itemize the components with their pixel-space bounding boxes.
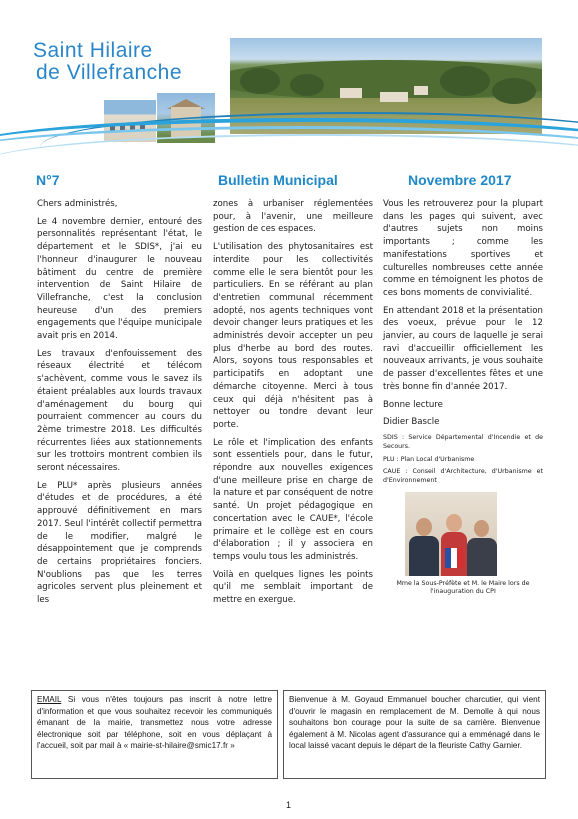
title-line-1: Saint Hilaire [33, 39, 153, 62]
email-notice-box [31, 690, 278, 779]
paragraph: Vous les retrouverez pour la plupart dans les pages qui suivent, avec d'autres sujets non moins importants ; comme les manifestations sportives et culturelles nombreuses cette année comme en témoignent les photos de ces bons moments de convivialité. [383, 199, 543, 298]
welcome-notice-box [283, 690, 546, 779]
paragraph: Le 4 novembre dernier, entouré des personnalités représentant l'état, le département et le SDIS*, j'ai eu l'honneur d'inaugurer le nouveau bâtiment du centre de première intervention de Saint Hilaire de Villefranche, c'est la conclusion heureuse d'un des premiers engagements que l'équipe municipale avait pris en 2014. [37, 216, 202, 342]
inauguration-photo [405, 492, 497, 576]
email-notice-text: Si vous n'êtes toujours pas inscrit à notre lettre d'information et que vous souhaitez recevoir les communiqués émanant de la mairie, transmettez nous votre adresse électronique soit par téléphone, soit en vous déplaçant à l'accueil, soit par mail à « mairie-st-hilaire@smic17.fr » [37, 695, 272, 751]
title-line-2: de Villefranche [36, 61, 183, 84]
column-3 [383, 198, 543, 601]
paragraph: Le rôle et l'implication des enfants sont essentiels pour, dans le futur, répondre aux nouvelles exigences d'une meilleure prise en charge de la nature et par conséquent de notre santé. Un projet pédagogique en concertation avec le CAUE*, l'école primaire et le collège est en cours d'élaboration ; il y associera en temps voulu tous les administrés. [213, 437, 373, 562]
village-title [33, 40, 182, 84]
closing: Bonne lecture [383, 399, 443, 410]
column-2 [213, 198, 373, 612]
header [0, 0, 578, 162]
issue-number: N°7 [36, 172, 60, 188]
issue-date: Novembre 2017 [408, 172, 512, 188]
glossary-sdis: SDIS : Service Départemental d'Incendie et de Secours. [383, 433, 543, 450]
photo-caption: Mme la Sous-Préfète et M. le Maire lors de l'inauguration du CPI [396, 579, 530, 595]
column-1 [37, 198, 202, 612]
page-number: 1 [286, 800, 292, 810]
paragraph: Voilà en quelques lignes les points qu'il me semblait important de mettre en exergue. [213, 569, 373, 606]
bulletin-name: Bulletin Municipal [218, 172, 338, 188]
paragraph: zones à urbaniser réglementées pour, à l'avenir, une meilleure gestion de ces espaces. [213, 199, 373, 235]
glossary-caue: CAUE : Conseil d'Architecture, d'Urbanisme et d'Environnement [383, 468, 543, 485]
welcome-notice-text: Bienvenue à M. Goyaud Emmanuel boucher charcutier, qui vient d'ouvrir le magasin en remplacement de M. Demolle à qui nous souhaitons bon courage pour la suite de sa carrière. Bienvenue également à M. Nicolas agent d'assurance qui a emménagé dans le local laissé vacant depuis le départ de la fleuriste Cathy Garnier. [289, 695, 540, 751]
email-label: EMAIL [37, 695, 62, 704]
salutation: Chers administrés, [37, 199, 118, 209]
signature-name: Didier Bascle [383, 417, 440, 428]
glossary-plu: PLU : Plan Local d'Urbanisme [383, 455, 475, 463]
paragraph: L'utilisation des phytosanitaires est interdite pour les collectivités comme elle le sera bientôt pour les particuliers. En se référant au plan d'entretien communal récemment adopté, nos agents techniques vont devoir changer leurs pratiques et les administrés devoir accepter un peu plus d'herbe au bord des routes. Alors, soyons tous responsables et participatifs en adoptant une démarche citoyenne. Merci à tous ceux qui déjà n'hésitent pas à nettoyer ou tondre devant leur porte. [213, 242, 373, 430]
bulletin-banner [0, 172, 578, 192]
paragraph: Les travaux d'enfouissement des réseaux électrité et télécom s'achèvent, comme vous le savez ils étaient préalables aux lourds travaux d'aménagement du bourg qui pourraient commencer au cours du 2ème trimestre 2018. Les difficultés récurrentes liées aux stationnements sur les trottoirs montrent combien ils seront nécessaires. [37, 348, 202, 474]
paragraph: En attendant 2018 et la présentation des voeux, prévue pour le 12 janvier, au cours de laquelle je serai ravi d'accueillir officiellement les nouveaux arrivants, je vous souhaite de passer d'excellentes fêtes et une très bonne fin d'année 2017. [383, 305, 543, 392]
paragraph: Le PLU* après plusieurs années d'études et de procédures, a été approuvé définitivement en mars 2017. Seul l'intérêt collectif permettra de le modifier, malgré le désappointement que je comprends de certains propriétaires fonciers. N'oublions pas que les terres agricoles servent plus pleinement et les [37, 480, 202, 606]
